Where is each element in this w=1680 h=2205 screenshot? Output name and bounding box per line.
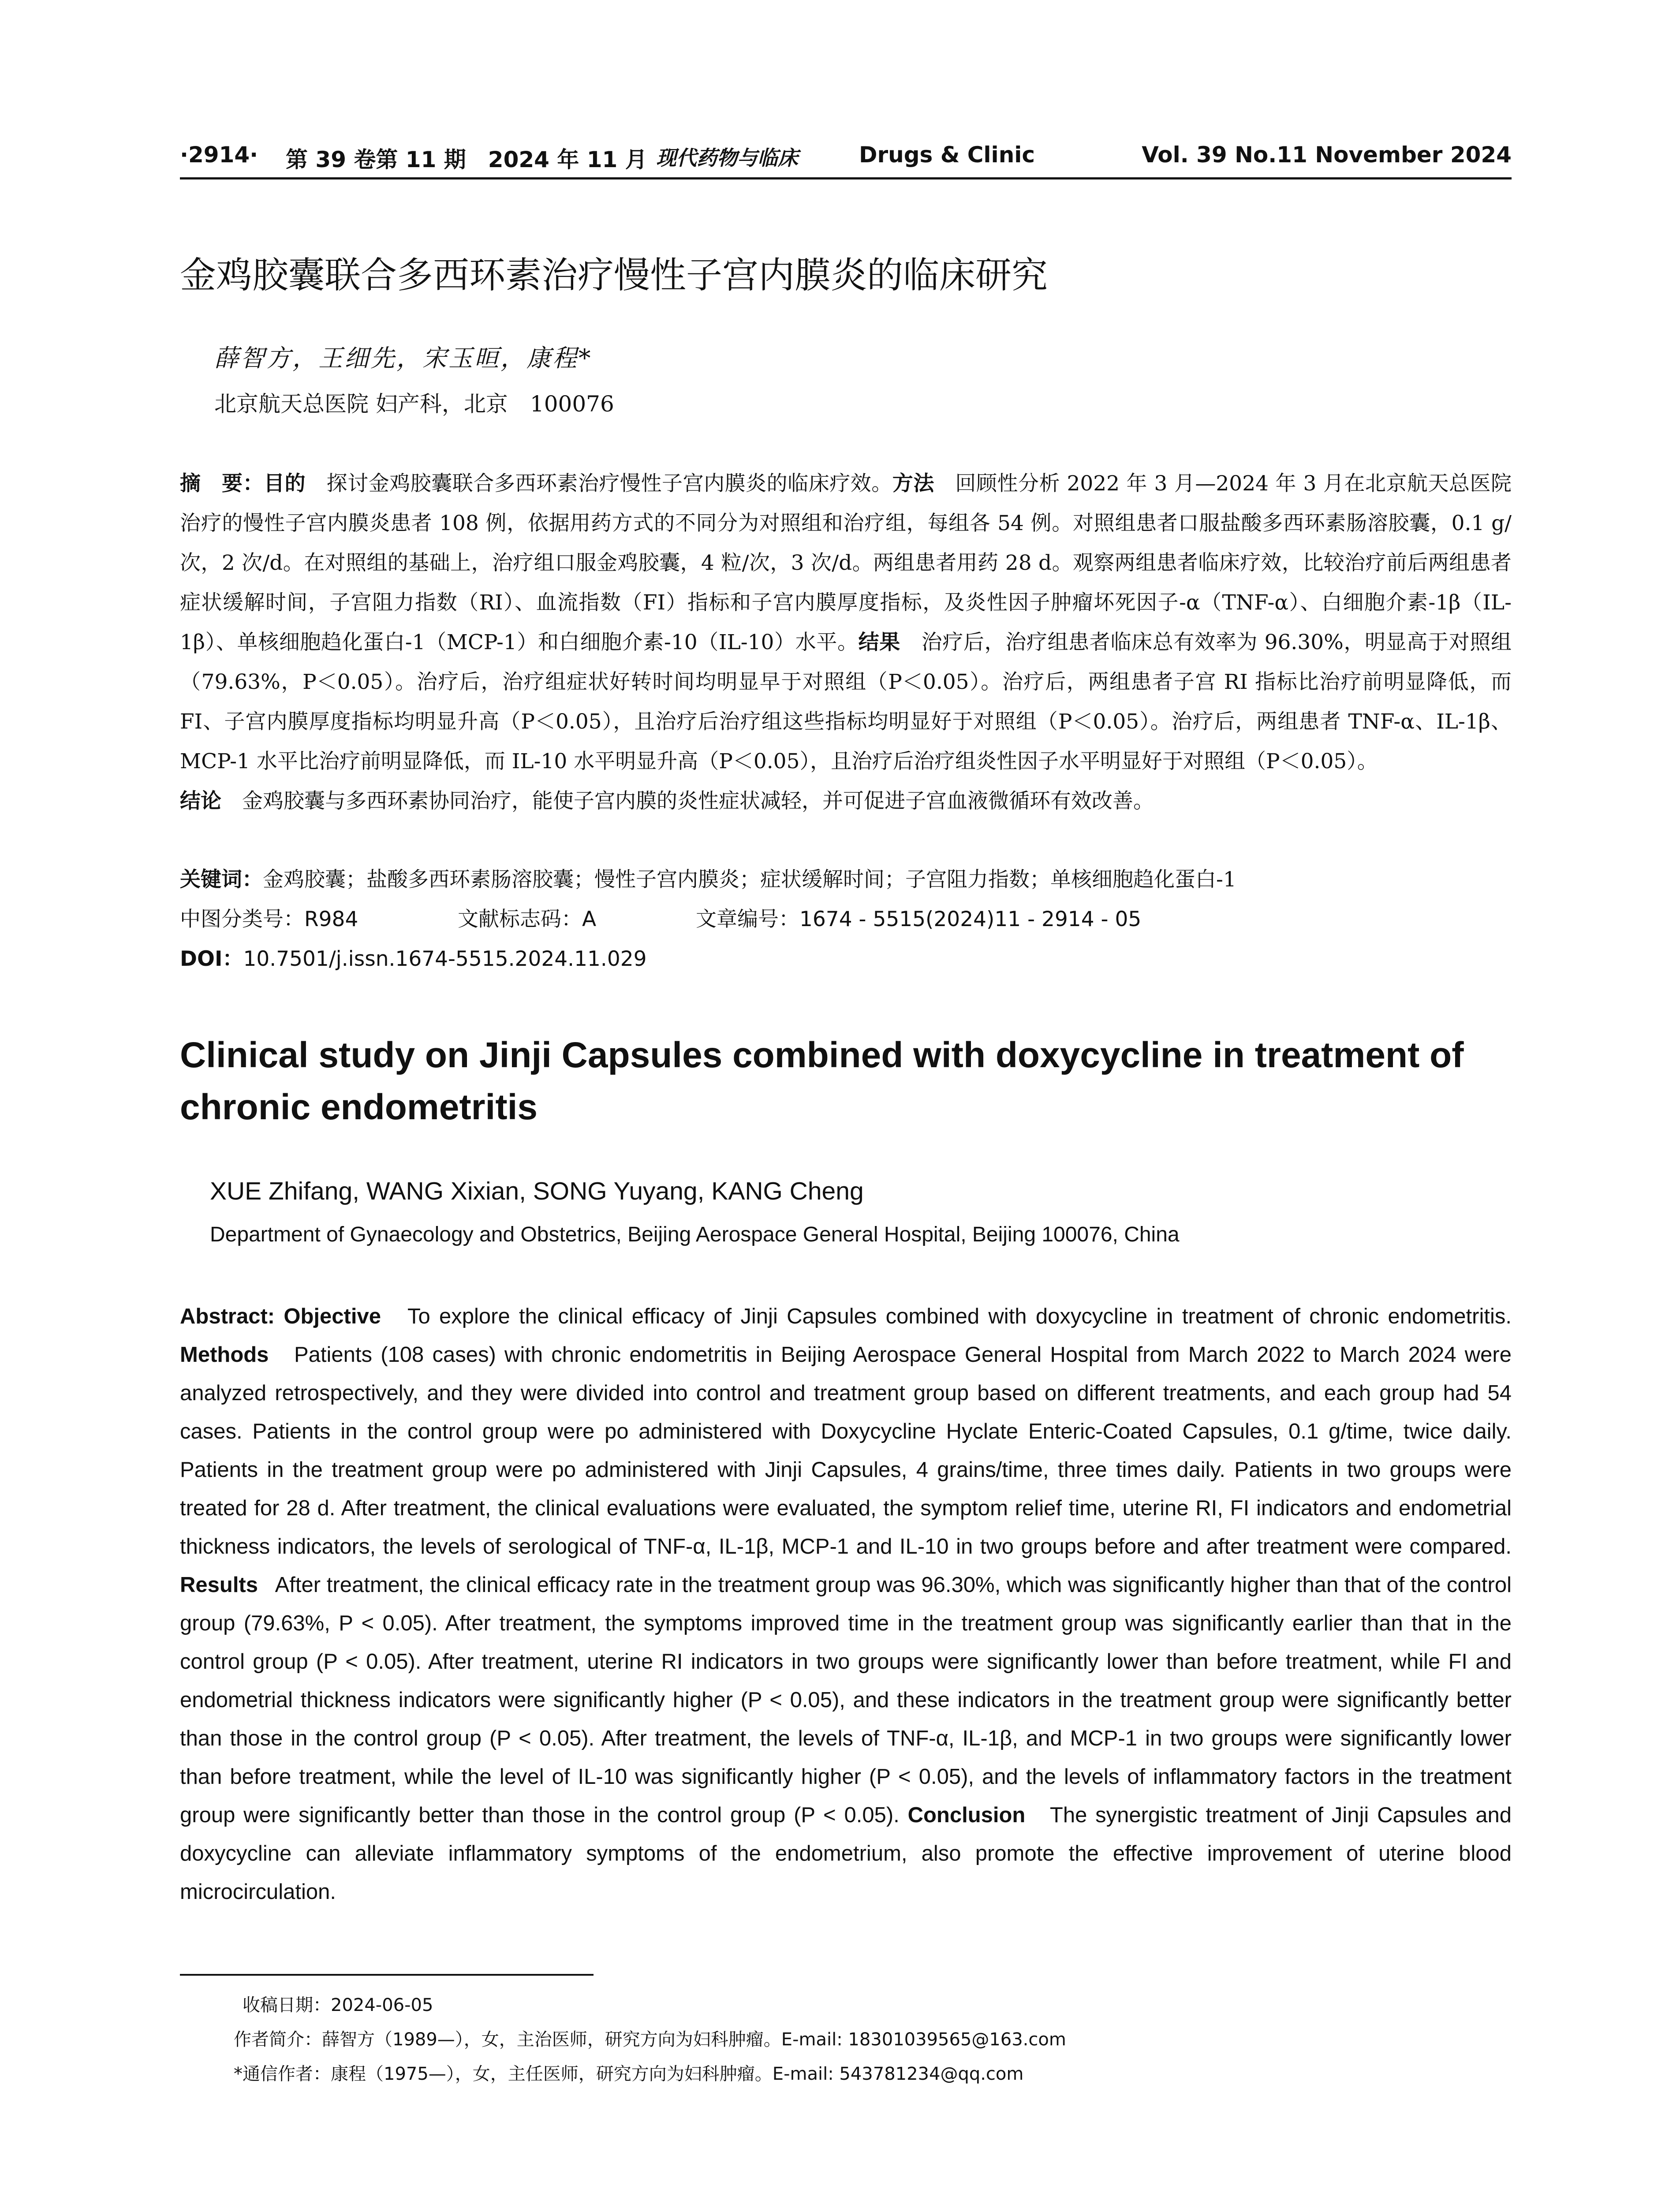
- conclusion-cn-label: 结论: [180, 789, 221, 813]
- footnote-divider: [180, 1974, 594, 1976]
- received-date: 收稿日期：2024-06-05: [243, 1995, 433, 2015]
- doi-value[interactable]: 10.7501/j.issn.1674-5515.2024.11.029: [243, 947, 647, 971]
- journal-name-cn: 现代药物与临床: [656, 146, 798, 170]
- author-bio: 作者简介：薛智方（1989—），女，主治医师，研究方向为妇科肿瘤。E-mail: 18301039565@163.com: [234, 2029, 1066, 2050]
- objective-cn-label: 目的: [264, 471, 306, 496]
- authors-cn: 薛智方，王细先，宋玉晅，康程*: [214, 344, 593, 372]
- keywords-cn-label: 关键词：: [180, 867, 263, 892]
- doi-line: [180, 939, 647, 979]
- results-en-label: Results: [180, 1573, 258, 1597]
- title-cn: 金鸡胶囊联合多西环素治疗慢性子宫内膜炎的临床研究: [180, 254, 1048, 296]
- authors-en: XUE Zhifang, WANG Xixian, SONG Yuyang, KANG Cheng: [210, 1177, 864, 1205]
- volume-en: Vol. 39 No.11 November 2024: [1142, 142, 1512, 168]
- methods-cn-label: 方法: [892, 471, 934, 496]
- objective-cn: 探讨金鸡胶囊联合多西环素治疗慢性子宫内膜炎的临床疗效。: [326, 471, 892, 496]
- affiliation-en: Department of Gynaecology and Obstetrics, Beijing Aerospace General Hospital, Beijing 100076, China: [210, 1223, 1180, 1246]
- journal-name-en: Drugs & Clinic: [859, 142, 1035, 168]
- conclusion-en-label: Conclusion: [907, 1803, 1026, 1827]
- results-cn-label: 结果: [858, 630, 900, 654]
- doi-label: DOI：: [180, 947, 243, 971]
- methods-en-label: Methods: [180, 1343, 269, 1367]
- abstract-cn-label: 摘 要：: [180, 471, 264, 496]
- footnotes: [234, 1988, 1066, 2091]
- keywords-cn-text: 金鸡胶囊；盐酸多西环素肠溶胶囊；慢性子宫内膜炎；症状缓解时间；子宫阻力指数；单核细胞趋化蛋白-1: [263, 867, 1236, 892]
- corresponding-author: *通信作者：康程（1975—），女，主任医师，研究方向为妇科肿瘤。E-mail: 543781234@qq.com: [234, 2064, 1024, 2084]
- abstract-en-label: Abstract:: [180, 1304, 275, 1328]
- results-cn: 治疗后，治疗组患者临床总有效率为 96.30%，明显高于对照组（79.63%，P＜0.05）。治疗后，治疗组症状好转时间均明显早于对照组（P＜0.05）。治疗后，两组患者子宫 RI 指标比治疗前明显降低，而 FI、子宫内膜厚度指标均明显升高（P＜0.05），且治疗后治疗组这些指标均明显好于对照组（P＜0.05）。治疗后，两组患者 TNF-α、IL-1β、MCP-1 水平比治疗前明显降低，而 IL-10 水平明显升高（P＜0.05），且治疗后治疗组炎性因子水平明显好于对照组（P＜0.05）。: [180, 630, 1512, 774]
- conclusion-en: The synergistic treatment of Jinji Capsules and doxycycline can alleviate inflammatory symptoms of the endometrium, also promote the effective improvement of uterine blood microcirculation.: [180, 1803, 1512, 1904]
- running-header: [180, 142, 1512, 179]
- document-code: 文献标志码：A: [458, 907, 597, 931]
- volume-cn: 第 39 卷第 11 期 2024 年 11 月: [286, 147, 647, 172]
- abstract-cn: [180, 464, 1512, 821]
- objective-en-label: Objective: [284, 1304, 381, 1328]
- methods-cn: 回顾性分析 2022 年 3 月—2024 年 3 月在北京航天总医院治疗的慢性子宫内膜炎患者 108 例，依据用药方式的不同分为对照组和治疗组，每组各 54 例。对照组患者口服盐酸多西环素肠溶胶囊，0.1 g/次，2 次/d。在对照组的基础上，治疗组口服金鸡胶囊，4 粒/次，3 次/d。两组患者用药 28 d。观察两组患者临床疗效，比较治疗前后两组患者症状缓解时间，子宫阻力指数（RI）、血流指数（FI）指标和子宫内膜厚度指标，及炎性因子肿瘤坏死因子-α（TNF-α）、白细胞介素-1β（IL-1β）、单核细胞趋化蛋白-1（MCP-1）和白细胞介素-10（IL-10）水平。: [180, 471, 1512, 654]
- clc-number: 中图分类号：R984: [180, 907, 358, 931]
- methods-en: Patients (108 cases) with chronic endometritis in Beijing Aerospace General Hospital from March 2022 to March 2024 were analyzed retrospectively, and they were divided into control and treatment group based on different treatments, and each group had 54 cases. Patients in the control group were po administered with Doxycycline Hyclate Enteric-Coated Capsules, 0.1 g/time, twice daily. Patients in the treatment group were po administered with Jinji Capsules, 4 grains/time, three times daily. Patients in two groups were treated for 28 d. After treatment, the clinical evaluations were evaluated, the symptom relief time, uterine RI, FI indicators and endometrial thickness indicators, the levels of serological of TNF-α, IL-1β, MCP-1 and IL-10 in two groups before and after treatment were compared.: [180, 1343, 1512, 1558]
- title-en: Clinical study on Jinji Capsules combined with doxycycline in treatment of chronic endometritis: [180, 1035, 1464, 1127]
- classification-line: [180, 900, 1141, 939]
- article-number: 文章编号：1674 - 5515(2024)11 - 2914 - 05: [696, 907, 1142, 931]
- keywords-cn: [180, 860, 1512, 900]
- abstract-en: [180, 1297, 1512, 1911]
- page-number: ·2914·: [180, 142, 258, 168]
- results-en: After treatment, the clinical efficacy rate in the treatment group was 96.30%, which was significantly higher than that of the control group (79.63%, P < 0.05). After treatment, the symptoms improved time in the treatment group was significantly earlier than that in the control group (P < 0.05). After treatment, uterine RI indicators in two groups were significantly lower than before treatment, while FI and endometrial thickness indicators were significantly higher (P < 0.05), and these indicators in the treatment group were significantly better than those in the control group (P < 0.05). After treatment, the levels of TNF-α, IL-1β, and MCP-1 in two groups were significantly lower than before treatment, while the level of IL-10 was significantly higher (P < 0.05), and the levels of inflammatory factors in the treatment group were significantly better than those in the control group (P < 0.05).: [180, 1573, 1512, 1827]
- objective-en: To explore the clinical efficacy of Jinji Capsules combined with doxycycline in treatment of chronic endometritis.: [407, 1304, 1512, 1328]
- conclusion-cn: 金鸡胶囊与多西环素协同治疗，能使子宫内膜的炎性症状减轻，并可促进子宫血液微循环有效改善。: [242, 789, 1154, 813]
- affiliation-cn: 北京航天总医院 妇产科，北京 100076: [214, 391, 614, 417]
